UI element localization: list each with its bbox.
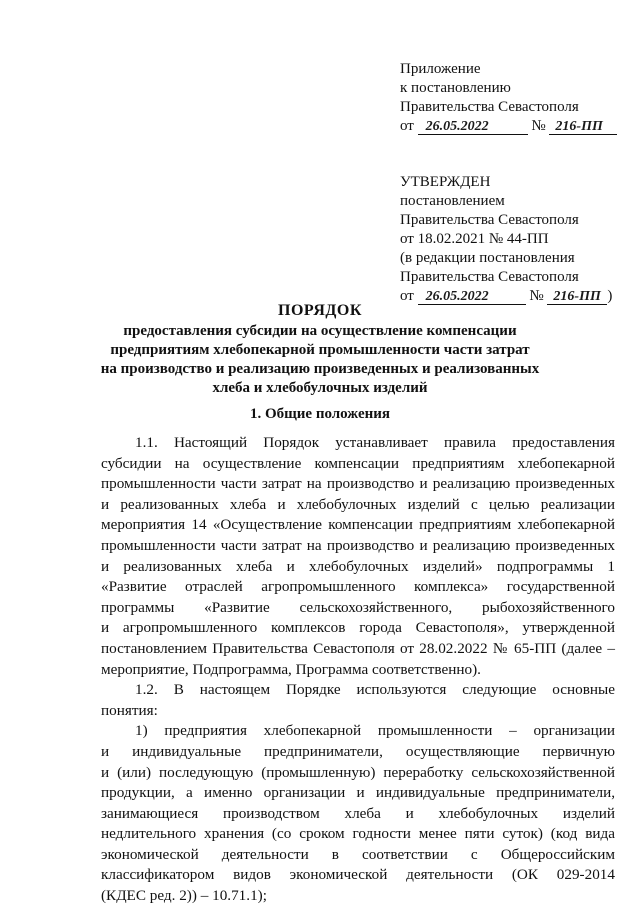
document-subtitle <box>80 322 560 398</box>
paragraph-line: занимающиеся производством хлеба и хлебобулочных изделий <box>101 804 615 822</box>
appendix-block <box>400 60 630 136</box>
section-heading: 1. Общие положения <box>249 406 391 422</box>
paragraph-line: постановлением Правительства Севастополя от 28.02.2022 № 65-ПП (далее – <box>101 639 615 657</box>
approved-line: постановлением <box>400 193 505 209</box>
approved-line: Правительства Севастополя <box>400 269 579 285</box>
handwritten-date: 26.05.2022 <box>418 289 526 305</box>
appendix-line: Приложение <box>400 61 481 77</box>
paragraph-line: программы «Развитие сельскохозяйственного, рыбохозяйственного <box>101 598 615 616</box>
appendix-line: к постановлению <box>400 80 511 96</box>
handwritten-number: 216-ПП <box>549 119 617 135</box>
paragraph-line: и (или) последующую (промышленную) переработку сельскохозяйственной <box>101 763 615 781</box>
subtitle-line: на производство и реализацию произведенных и реализованных <box>100 361 540 377</box>
approved-block <box>400 173 630 306</box>
paragraph-line: и реализованных хлеба и хлебобулочных изделий с целью реализации <box>101 495 615 513</box>
from-prefix: от <box>400 118 414 134</box>
paragraph-line: субсидии на осуществление компенсации предприятиям хлебопекарной <box>101 454 615 472</box>
section-body <box>101 433 615 907</box>
subtitle-line: предприятиям хлебопекарной промышленности части затрат <box>110 342 530 358</box>
paragraph-line: недлительного хранения (со сроком годности менее пяти суток) (код вида <box>101 825 615 843</box>
document-title: ПОРЯДОК <box>278 302 362 319</box>
subtitle-line: предоставления субсидии на осуществление компенсации <box>123 323 517 339</box>
number-prefix: № <box>531 118 546 134</box>
number-prefix: № <box>529 288 544 304</box>
paragraph-line: и агропромышленного комплексов города Севастополя», утвержденной <box>101 619 615 637</box>
paragraph-line: промышленности части затрат на производство и реализацию произведенных <box>101 475 615 493</box>
handwritten-number: 216-ПП <box>547 289 607 305</box>
paragraph-line: 1.1. Настоящий Порядок устанавливает правила предоставления <box>135 434 615 451</box>
paragraph-line: мероприятия 14 «Осуществление компенсации предприятиям хлебопекарной <box>101 516 615 534</box>
approved-line: Правительства Севастополя <box>400 212 579 228</box>
approved-line: УТВЕРЖДЕН <box>400 174 491 190</box>
paragraph-line: «Развитие отраслей агропромышленного комплекса» государственной <box>101 578 615 596</box>
appendix-line: Правительства Севастополя <box>400 99 579 115</box>
paragraph-line: (КДЕС ред. 2)) – 10.71.1); <box>101 887 267 905</box>
paragraph-line: продукции, а именно организации и индивидуальные предприниматели, <box>101 784 615 802</box>
closing-paren: ) <box>607 288 613 304</box>
paragraph-line: и реализованных хлеба и хлебобулочных изделий» подпрограммы 1 <box>101 557 615 575</box>
approved-line: от 18.02.2021 № 44-ПП <box>400 231 549 247</box>
paragraph-line: и индивидуальные предприниматели, осуществляющие первичную <box>101 742 615 760</box>
paragraph-line: 1) предприятия хлебопекарной промышленности – организации <box>135 722 615 740</box>
paragraph-line: 1.2. В настоящем Порядке используются следующие основные <box>135 681 615 699</box>
appendix-date-line <box>400 117 630 136</box>
paragraph-line: мероприятие, Подпрограмма, Программа соответственно). <box>101 660 481 678</box>
approved-line: (в редакции постановления <box>400 250 575 266</box>
paragraph-line: классификатором видов экономической деятельности (ОК 029-2014 <box>101 866 615 884</box>
from-prefix: от <box>400 288 414 304</box>
paragraph-line: промышленности части затрат на производство и реализацию произведенных <box>101 536 615 554</box>
paragraph-line: экономической деятельности в соответствии с Общероссийским <box>101 845 615 863</box>
subtitle-line: хлеба и хлебобулочных изделий <box>212 380 428 396</box>
handwritten-date: 26.05.2022 <box>418 119 528 135</box>
paragraph-line: понятия: <box>101 701 158 719</box>
